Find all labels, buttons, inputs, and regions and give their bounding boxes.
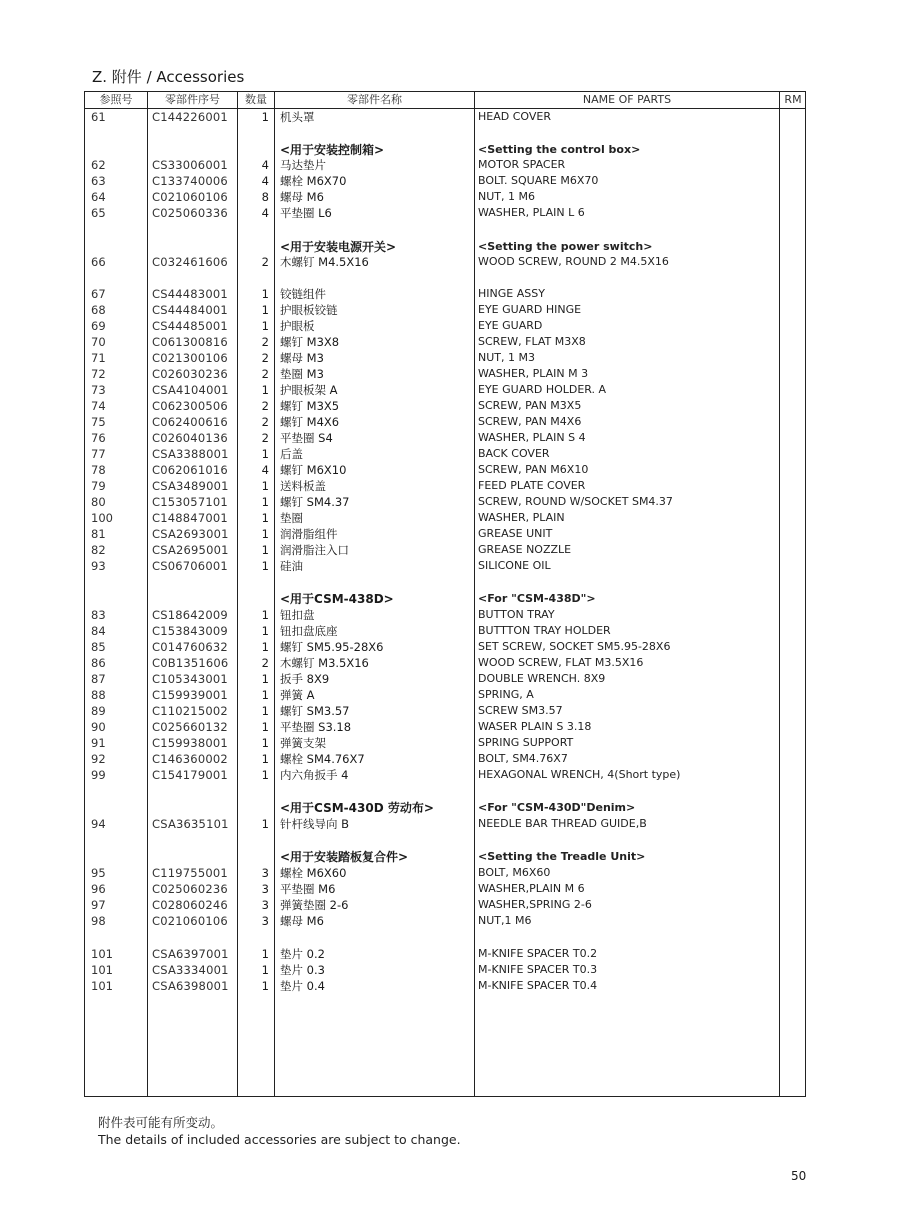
part-no-cell: C146360002	[152, 752, 228, 766]
name-en-cell: SCREW, PAN M4X6	[478, 415, 582, 428]
ref-no-cell: 73	[91, 383, 106, 397]
name-cn-cell: 垫圈 M3	[280, 367, 324, 381]
ref-no-cell: 95	[91, 866, 106, 880]
table-row	[85, 671, 805, 687]
name-cn-cell: 润滑脂组件	[280, 527, 338, 541]
name-en-cell: FEED PLATE COVER	[478, 479, 586, 492]
part-no-cell: C028060246	[152, 898, 228, 912]
name-cn-cell: 护眼板架 A	[280, 383, 338, 397]
name-cn-cell: 螺栓 M6X70	[280, 174, 347, 188]
table-row	[85, 946, 805, 962]
table-row	[85, 735, 805, 751]
header-ref-no: 参照号	[99, 93, 133, 106]
name-cn-cell: <用于CSM-438D>	[280, 592, 394, 606]
name-cn-cell: 螺钉 SM5.95-28X6	[280, 640, 384, 654]
table-row	[85, 430, 805, 446]
qty-cell: 1	[261, 527, 269, 541]
name-cn-cell: 针杆线导向 B	[280, 817, 350, 831]
part-no-cell: C110215002	[152, 704, 228, 718]
name-cn-cell: 马达垫片	[280, 158, 326, 172]
name-en-cell: BUTTTON TRAY HOLDER	[478, 624, 611, 637]
ref-no-cell: 67	[91, 287, 106, 301]
table-row	[85, 687, 805, 703]
table-row	[85, 816, 805, 832]
qty-cell: 1	[261, 511, 269, 525]
part-no-cell: C105343001	[152, 672, 228, 686]
qty-cell: 2	[261, 255, 269, 269]
name-en-cell: WASER PLAIN S 3.18	[478, 720, 592, 733]
name-en-cell: SCREW, FLAT M3X8	[478, 335, 586, 348]
name-en-cell: <Setting the Treadle Unit>	[478, 850, 646, 863]
name-cn-cell: 垫圈	[280, 511, 303, 525]
ref-no-cell: 96	[91, 882, 106, 896]
part-no-cell: C021300106	[152, 351, 228, 365]
name-cn-cell: 护眼板铰链	[280, 303, 338, 317]
name-cn-cell: <用于安装踏板复合件>	[280, 850, 409, 864]
part-no-cell: CS44483001	[152, 287, 228, 301]
table-row	[85, 350, 805, 366]
name-cn-cell: <用于安装电源开关>	[280, 240, 397, 254]
qty-cell: 1	[261, 624, 269, 638]
ref-no-cell: 62	[91, 158, 106, 172]
qty-cell: 1	[261, 704, 269, 718]
name-cn-cell: 螺钉 SM3.57	[280, 704, 350, 718]
ref-no-cell: 69	[91, 319, 106, 333]
qty-cell: 1	[261, 817, 269, 831]
ref-no-cell: 89	[91, 704, 106, 718]
part-no-cell: C026030236	[152, 367, 228, 381]
name-cn-cell: 平垫圈 S4	[280, 431, 333, 445]
qty-cell: 1	[261, 672, 269, 686]
qty-cell: 1	[261, 559, 269, 573]
name-en-cell: WASHER, PLAIN L 6	[478, 206, 585, 219]
header-remark: RM	[784, 93, 802, 106]
qty-cell: 2	[261, 335, 269, 349]
table-row	[85, 897, 805, 913]
ref-no-cell: 63	[91, 174, 106, 188]
qty-cell: 3	[261, 866, 269, 880]
name-cn-cell: 平垫圈 S3.18	[280, 720, 352, 734]
ref-no-cell: 90	[91, 720, 106, 734]
ref-no-cell: 85	[91, 640, 106, 654]
page-title: Z. 附件 / Accessories	[92, 68, 245, 86]
name-en-cell: WOOD SCREW, ROUND 2 M4.5X16	[478, 255, 669, 268]
name-cn-cell: 铰链组件	[280, 287, 326, 301]
ref-no-cell: 71	[91, 351, 106, 365]
part-no-cell: C133740006	[152, 174, 228, 188]
qty-cell: 3	[261, 898, 269, 912]
table-row	[85, 719, 805, 735]
name-en-cell: SPRING SUPPORT	[478, 736, 574, 749]
name-en-cell: GREASE UNIT	[478, 527, 553, 540]
name-cn-cell: 螺母 M3	[280, 351, 324, 365]
qty-cell: 3	[261, 914, 269, 928]
header-name-en: NAME OF PARTS	[582, 93, 672, 106]
ref-no-cell: 92	[91, 752, 106, 766]
table-row	[85, 254, 805, 270]
name-cn-cell: 护眼板	[280, 319, 315, 333]
page-number: 50	[791, 1169, 807, 1183]
table-row	[85, 978, 805, 994]
name-cn-cell: 螺钉 M4X6	[280, 415, 340, 429]
ref-no-cell: 81	[91, 527, 106, 541]
name-cn-cell: 木螺钉 M4.5X16	[280, 255, 369, 269]
part-no-cell: C025660132	[152, 720, 228, 734]
part-no-cell: C021060106	[152, 190, 228, 204]
qty-cell: 2	[261, 415, 269, 429]
name-cn-cell: 扳手 8X9	[280, 672, 330, 686]
part-no-cell: C148847001	[152, 511, 228, 525]
ref-no-cell: 74	[91, 399, 106, 413]
name-en-cell: BUTTON TRAY	[478, 608, 555, 621]
parts-table	[84, 91, 806, 1097]
qty-cell: 4	[261, 158, 269, 172]
name-en-cell: NUT, 1 M3	[478, 351, 535, 364]
qty-cell: 1	[261, 736, 269, 750]
name-cn-cell: 润滑脂注入口	[280, 543, 349, 557]
qty-cell: 1	[261, 319, 269, 333]
part-no-cell: C144226001	[152, 110, 228, 124]
name-en-cell: HINGE ASSY	[478, 287, 545, 300]
part-no-cell: C061300816	[152, 335, 228, 349]
qty-cell: 2	[261, 351, 269, 365]
section-header-row	[85, 142, 805, 158]
qty-cell: 1	[261, 768, 269, 782]
part-no-cell: CSA3635101	[152, 817, 229, 831]
part-no-cell: C062061016	[152, 463, 228, 477]
section-header-row	[85, 849, 805, 865]
name-cn-cell: 内六角扳手 4	[280, 768, 349, 782]
qty-cell: 1	[261, 688, 269, 702]
ref-no-cell: 93	[91, 559, 106, 573]
table-row	[85, 382, 805, 398]
name-cn-cell: 钮扣盘	[280, 608, 315, 622]
table-header	[85, 92, 805, 109]
table-row	[85, 767, 805, 783]
name-en-cell: SCREW, PAN M6X10	[478, 463, 589, 476]
ref-no-cell: 80	[91, 495, 106, 509]
name-cn-cell: 木螺钉 M3.5X16	[280, 656, 369, 670]
qty-cell: 4	[261, 463, 269, 477]
ref-no-cell: 94	[91, 817, 106, 831]
name-en-cell: <Setting the power switch>	[478, 240, 653, 253]
name-en-cell: SCREW, PAN M3X5	[478, 399, 582, 412]
table-row	[85, 478, 805, 494]
name-en-cell: NUT, 1 M6	[478, 190, 535, 203]
footnote-en: The details of included accessories are subject to change.	[98, 1132, 461, 1147]
qty-cell: 1	[261, 287, 269, 301]
header-qty: 数量	[245, 93, 267, 106]
ref-no-cell: 76	[91, 431, 106, 445]
footnote	[98, 1114, 461, 1148]
part-no-cell: C159938001	[152, 736, 228, 750]
table-row	[85, 398, 805, 414]
table-row	[85, 318, 805, 334]
table-row	[85, 302, 805, 318]
part-no-cell: CSA6397001	[152, 947, 229, 961]
name-cn-cell: 螺母 M6	[280, 190, 324, 204]
table-row	[85, 334, 805, 350]
ref-no-cell: 83	[91, 608, 106, 622]
ref-no-cell: 100	[91, 511, 113, 525]
table-row	[85, 414, 805, 430]
name-en-cell: MOTOR SPACER	[478, 158, 566, 171]
ref-no-cell: 65	[91, 206, 106, 220]
part-no-cell: C0B1351606	[152, 656, 229, 670]
name-en-cell: SCREW, ROUND W/SOCKET SM4.37	[478, 495, 673, 508]
qty-cell: 4	[261, 174, 269, 188]
name-cn-cell: 弹簧 A	[280, 688, 315, 702]
ref-no-cell: 79	[91, 479, 106, 493]
part-no-cell: C119755001	[152, 866, 228, 880]
name-en-cell: WASHER, PLAIN	[478, 511, 565, 524]
table-row	[85, 913, 805, 929]
part-no-cell: CSA3388001	[152, 447, 229, 461]
name-cn-cell: 螺栓 SM4.76X7	[280, 752, 365, 766]
table-row	[85, 510, 805, 526]
qty-cell: 1	[261, 963, 269, 977]
name-en-cell: WOOD SCREW, FLAT M3.5X16	[478, 656, 644, 669]
table-row	[85, 173, 805, 189]
qty-cell: 1	[261, 752, 269, 766]
name-cn-cell: 后盖	[280, 447, 303, 461]
ref-no-cell: 61	[91, 110, 106, 124]
part-no-cell: CSA4104001	[152, 383, 229, 397]
table-row	[85, 109, 805, 125]
table-row	[85, 962, 805, 978]
table-row	[85, 286, 805, 302]
qty-cell: 1	[261, 110, 269, 124]
table-row	[85, 655, 805, 671]
table-row	[85, 558, 805, 574]
header-part-no: 零部件序号	[165, 93, 220, 106]
part-no-cell: C159939001	[152, 688, 228, 702]
qty-cell: 1	[261, 608, 269, 622]
table-row	[85, 205, 805, 221]
qty-cell: 1	[261, 979, 269, 993]
part-no-cell: C025060236	[152, 882, 228, 896]
name-en-cell: EYE GUARD HINGE	[478, 303, 582, 316]
ref-no-cell: 64	[91, 190, 106, 204]
part-no-cell: C062300506	[152, 399, 228, 413]
name-cn-cell: 螺钉 M6X10	[280, 463, 347, 477]
part-no-cell: CS44485001	[152, 319, 228, 333]
name-en-cell: SCREW SM3.57	[478, 704, 563, 717]
qty-cell: 1	[261, 447, 269, 461]
ref-no-cell: 84	[91, 624, 106, 638]
name-en-cell: <Setting the control box>	[478, 143, 641, 156]
section-header-row	[85, 591, 805, 607]
name-cn-cell: 平垫圈 M6	[280, 882, 336, 896]
part-no-cell: CSA3334001	[152, 963, 229, 977]
table-row	[85, 639, 805, 655]
ref-no-cell: 99	[91, 768, 106, 782]
name-en-cell: WASHER, PLAIN S 4	[478, 431, 586, 444]
ref-no-cell: 101	[91, 947, 113, 961]
ref-no-cell: 72	[91, 367, 106, 381]
ref-no-cell: 82	[91, 543, 106, 557]
ref-no-cell: 77	[91, 447, 106, 461]
qty-cell: 1	[261, 495, 269, 509]
table-row	[85, 446, 805, 462]
part-no-cell: C153843009	[152, 624, 228, 638]
name-cn-cell: 弹簧支架	[280, 736, 326, 750]
name-cn-cell: 平垫圈 L6	[280, 206, 332, 220]
qty-cell: 2	[261, 431, 269, 445]
table-row	[85, 462, 805, 478]
name-cn-cell: <用于CSM-430D 劳动布>	[280, 801, 434, 815]
name-en-cell: M-KNIFE SPACER T0.3	[478, 963, 598, 976]
name-en-cell: HEXAGONAL WRENCH, 4(Short type)	[478, 768, 681, 781]
name-en-cell: <For "CSM-430D"Denim>	[478, 801, 636, 814]
name-en-cell: WASHER, PLAIN M 3	[478, 367, 589, 380]
name-cn-cell: 机头罩	[280, 110, 315, 124]
part-no-cell: CSA6398001	[152, 979, 229, 993]
name-cn-cell: 螺钉 SM4.37	[280, 495, 350, 509]
name-en-cell: BOLT, M6X60	[478, 866, 551, 879]
ref-no-cell: 101	[91, 979, 113, 993]
ref-no-cell: 78	[91, 463, 106, 477]
name-en-cell: <For "CSM-438D">	[478, 592, 596, 605]
qty-cell: 3	[261, 882, 269, 896]
part-no-cell: C021060106	[152, 914, 228, 928]
name-en-cell: SILICONE OIL	[478, 559, 551, 572]
ref-no-cell: 70	[91, 335, 106, 349]
name-cn-cell: 硅油	[280, 559, 303, 573]
table-row	[85, 865, 805, 881]
part-no-cell: C154179001	[152, 768, 228, 782]
name-en-cell: BACK COVER	[478, 447, 550, 460]
ref-no-cell: 101	[91, 963, 113, 977]
qty-cell: 8	[261, 190, 269, 204]
part-no-cell: C014760632	[152, 640, 228, 654]
name-en-cell: SPRING, A	[478, 688, 534, 701]
name-en-cell: M-KNIFE SPACER T0.2	[478, 947, 598, 960]
qty-cell: 1	[261, 479, 269, 493]
table-row	[85, 366, 805, 382]
table-row	[85, 751, 805, 767]
qty-cell: 4	[261, 206, 269, 220]
name-en-cell: GREASE NOZZLE	[478, 543, 572, 556]
footnote-cn: 附件表可能有所变动。	[98, 1115, 224, 1130]
part-no-cell: CS18642009	[152, 608, 228, 622]
name-cn-cell: 螺母 M6	[280, 914, 324, 928]
name-en-cell: EYE GUARD	[478, 319, 543, 332]
part-no-cell: CS44484001	[152, 303, 228, 317]
table-row	[85, 157, 805, 173]
name-cn-cell: 弹簧垫圈 2-6	[280, 898, 349, 912]
table-row	[85, 623, 805, 639]
name-cn-cell: 钮扣盘底座	[280, 624, 338, 638]
table-row	[85, 703, 805, 719]
qty-cell: 1	[261, 640, 269, 654]
ref-no-cell: 91	[91, 736, 106, 750]
name-en-cell: M-KNIFE SPACER T0.4	[478, 979, 598, 992]
qty-cell: 1	[261, 720, 269, 734]
name-en-cell: SET SCREW, SOCKET SM5.95-28X6	[478, 640, 671, 653]
qty-cell: 1	[261, 303, 269, 317]
part-no-cell: C062400616	[152, 415, 228, 429]
name-en-cell: WASHER,PLAIN M 6	[478, 882, 585, 895]
name-cn-cell: 垫片 0.2	[280, 947, 325, 961]
qty-cell: 1	[261, 543, 269, 557]
part-no-cell: CS33006001	[152, 158, 228, 172]
section-header-row	[85, 800, 805, 816]
name-en-cell: DOUBLE WRENCH. 8X9	[478, 672, 606, 685]
ref-no-cell: 86	[91, 656, 106, 670]
name-en-cell: NEEDLE BAR THREAD GUIDE,B	[478, 817, 647, 830]
part-no-cell: CSA2695001	[152, 543, 229, 557]
part-no-cell: C025060336	[152, 206, 228, 220]
part-no-cell: CSA3489001	[152, 479, 229, 493]
header-name-cn: 零部件名称	[347, 93, 402, 106]
ref-no-cell: 98	[91, 914, 106, 928]
part-no-cell: C032461606	[152, 255, 228, 269]
qty-cell: 1	[261, 947, 269, 961]
table-row	[85, 494, 805, 510]
name-en-cell: BOLT. SQUARE M6X70	[478, 174, 599, 187]
name-cn-cell: 螺钉 M3X8	[280, 335, 340, 349]
name-en-cell: HEAD COVER	[478, 110, 551, 123]
table-row	[85, 526, 805, 542]
name-en-cell: WASHER,SPRING 2-6	[478, 898, 592, 911]
table-row	[85, 881, 805, 897]
name-cn-cell: <用于安装控制箱>	[280, 143, 385, 157]
name-cn-cell: 送料板盖	[280, 479, 326, 493]
part-no-cell: C153057101	[152, 495, 228, 509]
ref-no-cell: 87	[91, 672, 106, 686]
qty-cell: 1	[261, 383, 269, 397]
qty-cell: 2	[261, 656, 269, 670]
qty-cell: 2	[261, 367, 269, 381]
ref-no-cell: 68	[91, 303, 106, 317]
name-cn-cell: 垫片 0.4	[280, 979, 325, 993]
name-cn-cell: 垫片 0.3	[280, 963, 325, 977]
ref-no-cell: 75	[91, 415, 106, 429]
part-no-cell: C026040136	[152, 431, 228, 445]
name-en-cell: NUT,1 M6	[478, 914, 532, 927]
table-row	[85, 607, 805, 623]
table-row	[85, 542, 805, 558]
part-no-cell: CSA2693001	[152, 527, 229, 541]
table-row	[85, 189, 805, 205]
qty-cell: 2	[261, 399, 269, 413]
name-en-cell: EYE GUARD HOLDER. A	[478, 383, 607, 396]
part-no-cell: CS06706001	[152, 559, 228, 573]
ref-no-cell: 88	[91, 688, 106, 702]
name-en-cell: BOLT, SM4.76X7	[478, 752, 568, 765]
name-cn-cell: 螺栓 M6X60	[280, 866, 347, 880]
section-header-row	[85, 239, 805, 255]
name-cn-cell: 螺钉 M3X5	[280, 399, 340, 413]
ref-no-cell: 66	[91, 255, 106, 269]
ref-no-cell: 97	[91, 898, 106, 912]
